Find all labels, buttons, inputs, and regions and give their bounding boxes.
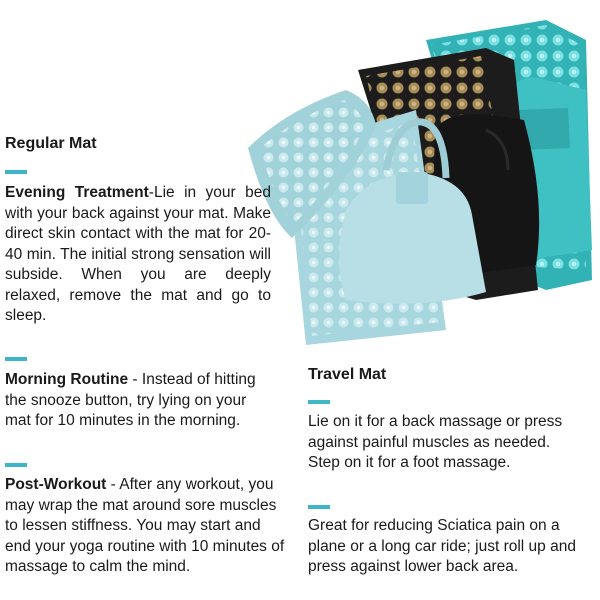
- morning-routine-text: - Instead of hitting the snooze button, try lying on your mat for 10 minutes in the morning.: [5, 371, 256, 429]
- evening-treatment-text: -Lie in your bed with your back against your mat. Make direct skin contact with the mat for 20-40 min. The initial strong sensation will subside. When you are deeply relaxed, remove the mat and go to sleep.: [5, 184, 271, 324]
- accent-bar: [308, 400, 330, 404]
- accent-bar: [5, 357, 27, 361]
- evening-treatment-paragraph: [5, 183, 271, 327]
- post-workout-label: Post-Workout: [5, 476, 107, 493]
- travel-mat-paragraph-2: Great for reducing Sciatica pain on a plane or a long car ride; just roll up and press against lower back area.: [308, 517, 576, 575]
- evening-treatment-label: Evening Treatment: [5, 184, 149, 201]
- post-workout-text: - After any workout, you may wrap the mat around sore muscles to lessen stiffness. You may start and end your yoga routine with 10 minutes of massage to calm the mind.: [5, 476, 285, 575]
- morning-routine-label: Morning Routine: [5, 371, 129, 388]
- regular-mat-title: Regular Mat: [5, 135, 97, 152]
- accent-bar: [5, 170, 27, 174]
- morning-routine-paragraph: [5, 370, 260, 432]
- accent-bar: [308, 505, 330, 509]
- accent-bar: [5, 463, 27, 467]
- post-workout-paragraph: [5, 475, 290, 578]
- travel-mat-title: Travel Mat: [308, 366, 387, 383]
- acupressure-mat-product-photo: [246, 0, 600, 345]
- travel-mat-paragraph-1: Lie on it for a back massage or press against painful muscles as needed. Step on it for a foot massage.: [308, 413, 563, 471]
